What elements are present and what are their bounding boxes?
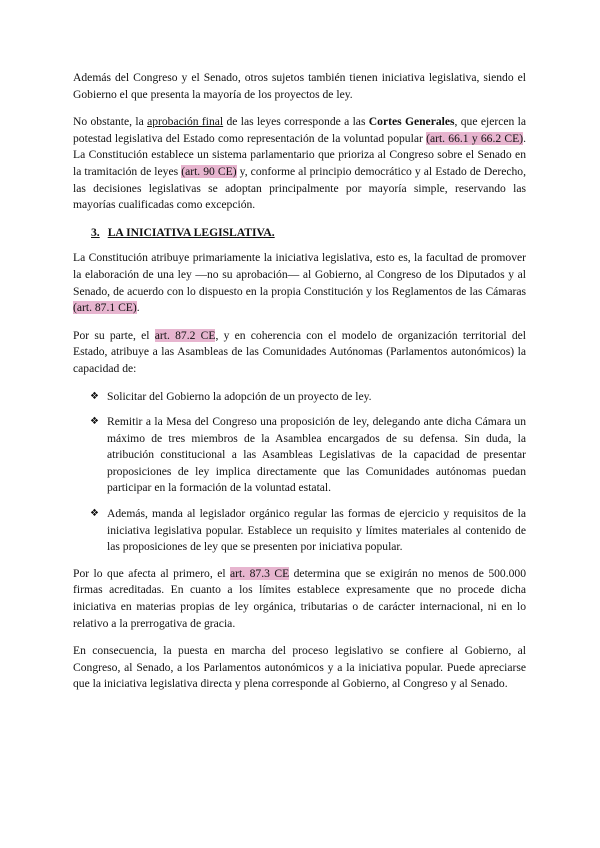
section-number: 3. xyxy=(91,225,100,239)
document-body xyxy=(73,70,526,704)
highlight-citation: (art. 87.1 CE) xyxy=(73,301,137,315)
paragraph-firmas xyxy=(73,566,526,632)
text-run: No obstante, la xyxy=(73,115,148,129)
list-item xyxy=(73,414,526,497)
diamond-bullet-icon: ❖ xyxy=(90,390,99,402)
text-run: . xyxy=(136,301,140,315)
text-run: Por su parte, el xyxy=(73,328,155,342)
bold-term: Cortes Generales xyxy=(368,115,455,129)
paragraph-comunidades xyxy=(73,328,526,378)
bullet-list xyxy=(73,389,526,556)
text-run: determina que se exigirán no menos de 500.000 firmas acreditadas. En cuanto a los límites establece expresamente que no procede dicha iniciativa en materias propias de ley orgánica, tributarias o de carácter internacional, ni en lo relativo a la prerrogativa de gracia. xyxy=(73,566,526,630)
diamond-bullet-icon: ❖ xyxy=(90,508,99,520)
paragraph-aprobacion xyxy=(73,114,526,214)
text-run: , que ejercen la potestad legislativa del Estado como representación de la voluntad popular xyxy=(73,115,526,145)
highlight-citation: art. 87.3 CE xyxy=(230,566,290,580)
list-item-text: Remitir a la Mesa del Congreso una proposición de ley, delegando ante dicha Cámara un máximo de tres miembros de la Asamblea encargados de su defensa. Sin duda, la atribución constitucional a las Asambleas Legislativas de la capacidad de presentar proposiciones de ley implica directamente que las Comunidades autónomas puedan participar en la formación de la voluntad estatal. xyxy=(107,415,526,495)
text-run: . La Constitución establece un sistema parlamentario que prioriza al Congreso sobre el Senado en la tramitación de leyes xyxy=(73,131,526,178)
diamond-bullet-icon: ❖ xyxy=(90,416,99,428)
text-run: Por lo que afecta al primero, el xyxy=(73,566,231,580)
highlight-citation: art. 87.2 CE xyxy=(154,328,216,342)
highlight-citation: (art. 66.1 y 66.2 CE) xyxy=(426,131,524,145)
list-item xyxy=(73,506,526,556)
list-item-text: Además, manda al legislador orgánico regular las formas de ejercicio y requisitos de la iniciativa legislativa popular. Establece un requisito y límites materiales al contenido de las proposiciones de ley que se presenten por iniciativa popular. xyxy=(107,507,526,554)
list-item xyxy=(73,389,526,406)
section-heading xyxy=(91,225,526,242)
underlined-term: aprobación final xyxy=(147,115,224,129)
paragraph-constitucion xyxy=(73,250,526,316)
text-run: y, conforme al principio democrático y al Estado de Derecho, las decisiones legislativas se adoptan principalmente por mayoría simple, reservando las mayorías cualificadas como excepción. xyxy=(73,164,526,212)
paragraph-conclusion: En consecuencia, la puesta en marcha del proceso legislativo se confiere al Gobierno, al Congreso, al Senado, a los Parlamentos autonómicos y a la iniciativa popular. Puede apreciarse que la iniciativa legislativa directa y plena corresponde al Gobierno, al Congreso y al Senado. xyxy=(73,644,526,691)
text-run: , y en coherencia con el modelo de organización territorial del Estado, atribuye a las Asambleas de las Comunidades Autónomas (Parlamentos autonómicos) la capacidad de: xyxy=(73,328,526,375)
text-run: de las leyes corresponde a las xyxy=(223,115,369,129)
paragraph-intro: Además del Congreso y el Senado, otros sujetos también tienen iniciativa legislativa, siendo el Gobierno el que presenta la mayoría de los proyectos de ley. xyxy=(73,71,526,101)
text-run: La Constitución atribuye primariamente la iniciativa legislativa, esto es, la facultad de promover la elaboración de una ley —no su aprobación— al Gobierno, al Congreso de los Diputados y al Senado, de acuerdo con lo dispuesto en la propia Constitución y los Reglamentos de las Cámaras xyxy=(73,251,526,298)
list-item-text: Solicitar del Gobierno la adopción de un proyecto de ley. xyxy=(107,389,372,403)
section-title: LA INICIATIVA LEGISLATIVA. xyxy=(107,225,275,239)
highlight-citation: (art. 90 CE) xyxy=(181,164,237,178)
